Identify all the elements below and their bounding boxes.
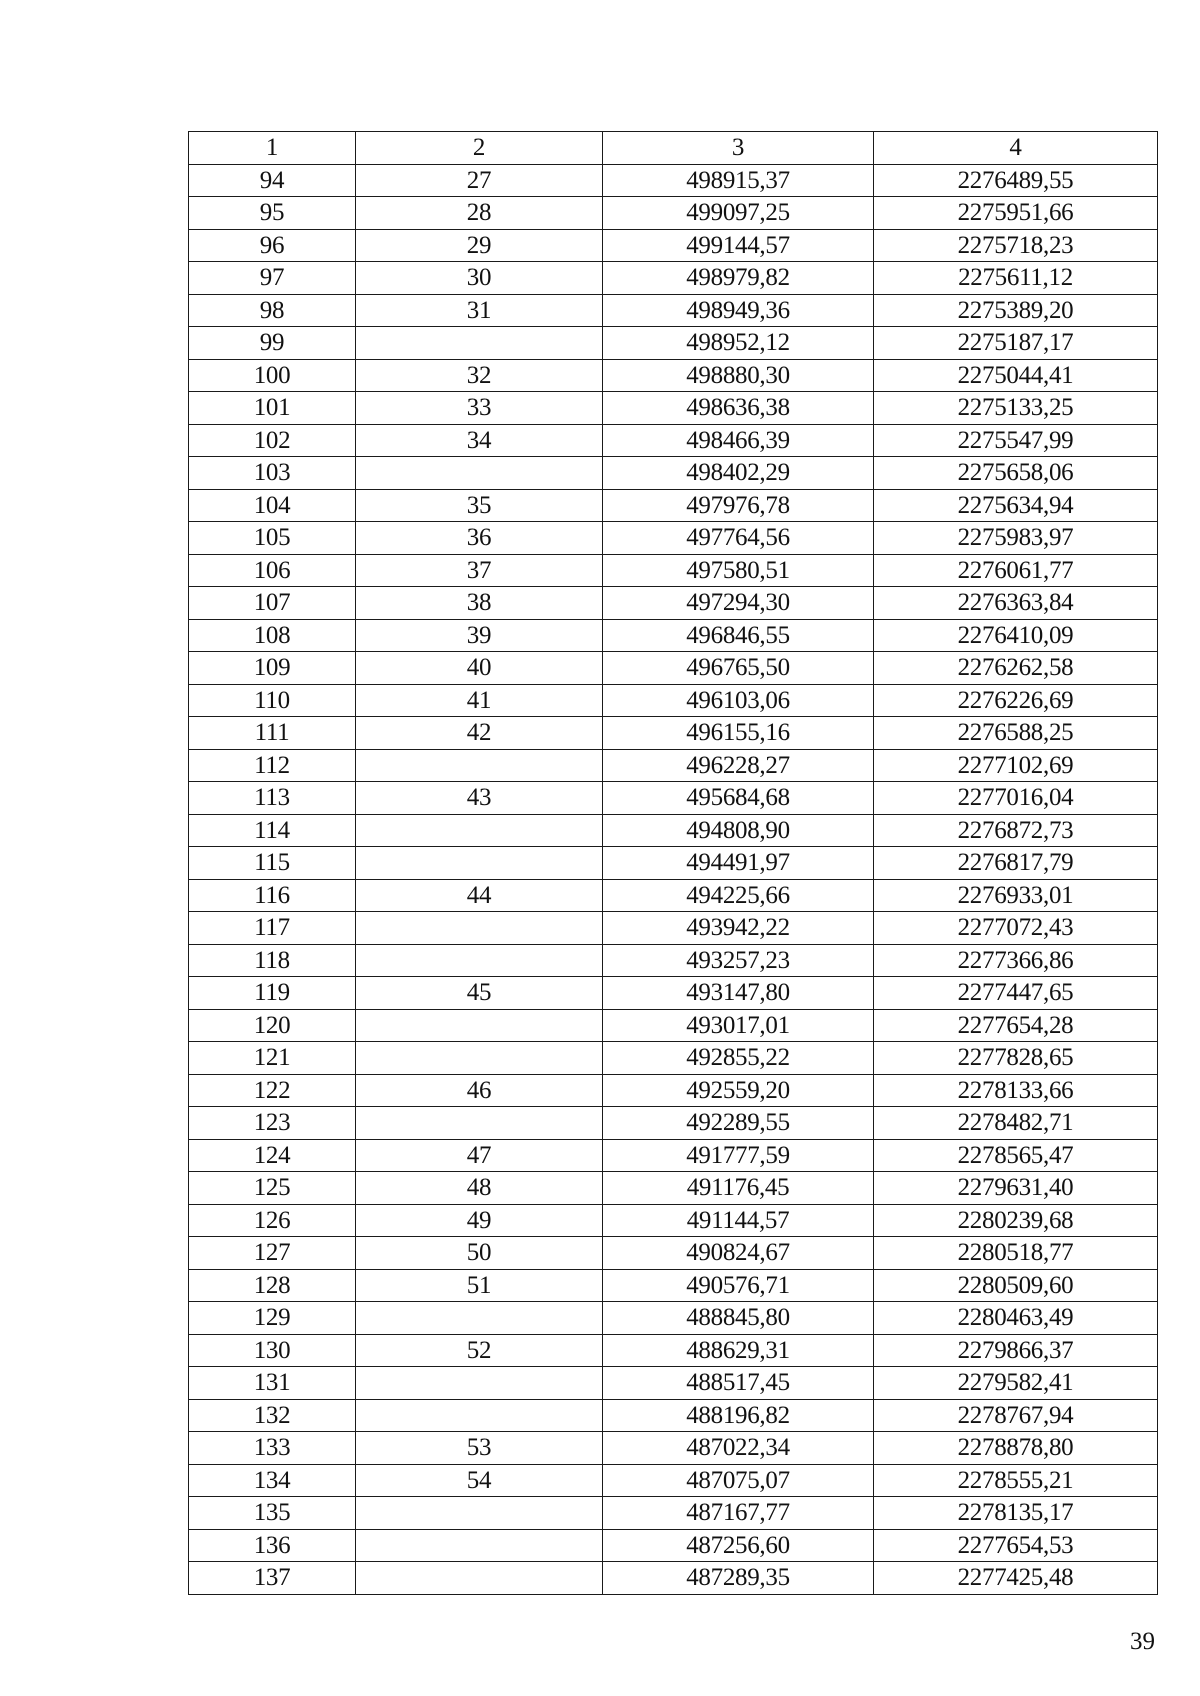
x-coordinate-cell: 499097,25	[603, 197, 874, 230]
point-number-cell: 134	[189, 1464, 356, 1497]
table-row	[189, 424, 1158, 457]
y-coordinate-cell: 2280518,77	[874, 1237, 1158, 1270]
point-number-cell: 111	[189, 717, 356, 750]
y-coordinate-cell: 2275718,23	[874, 229, 1158, 262]
point-number-cell: 121	[189, 1042, 356, 1075]
boundary-point-cell: 34	[356, 424, 603, 457]
boundary-point-cell: 28	[356, 197, 603, 230]
y-coordinate-cell: 2275983,97	[874, 522, 1158, 555]
table-body	[189, 164, 1158, 1594]
boundary-point-cell: 43	[356, 782, 603, 815]
point-number-cell: 105	[189, 522, 356, 555]
table-row	[189, 164, 1158, 197]
point-number-cell: 119	[189, 977, 356, 1010]
x-coordinate-cell: 498979,82	[603, 262, 874, 295]
point-number-cell: 101	[189, 392, 356, 425]
y-coordinate-cell: 2276410,09	[874, 619, 1158, 652]
table-row	[189, 944, 1158, 977]
x-coordinate-cell: 488196,82	[603, 1399, 874, 1432]
table-row	[189, 197, 1158, 230]
boundary-point-cell: 52	[356, 1334, 603, 1367]
table-row	[189, 684, 1158, 717]
column-header: 1	[189, 132, 356, 165]
x-coordinate-cell: 493257,23	[603, 944, 874, 977]
y-coordinate-cell: 2276226,69	[874, 684, 1158, 717]
x-coordinate-cell: 496155,16	[603, 717, 874, 750]
table-row	[189, 1334, 1158, 1367]
point-number-cell: 132	[189, 1399, 356, 1432]
boundary-point-cell	[356, 1042, 603, 1075]
table-row	[189, 717, 1158, 750]
x-coordinate-cell: 498952,12	[603, 327, 874, 360]
table-row	[189, 1399, 1158, 1432]
y-coordinate-cell: 2279582,41	[874, 1367, 1158, 1400]
y-coordinate-cell: 2278482,71	[874, 1107, 1158, 1140]
table-row	[189, 1139, 1158, 1172]
table-row	[189, 554, 1158, 587]
y-coordinate-cell: 2279866,37	[874, 1334, 1158, 1367]
boundary-point-cell	[356, 814, 603, 847]
boundary-point-cell	[356, 1497, 603, 1530]
point-number-cell: 125	[189, 1172, 356, 1205]
y-coordinate-cell: 2275547,99	[874, 424, 1158, 457]
x-coordinate-cell: 490576,71	[603, 1269, 874, 1302]
table-row	[189, 1107, 1158, 1140]
point-number-cell: 95	[189, 197, 356, 230]
y-coordinate-cell: 2280509,60	[874, 1269, 1158, 1302]
x-coordinate-cell: 488845,80	[603, 1302, 874, 1335]
boundary-point-cell: 47	[356, 1139, 603, 1172]
boundary-point-cell	[356, 847, 603, 880]
boundary-point-cell: 48	[356, 1172, 603, 1205]
table-row	[189, 327, 1158, 360]
y-coordinate-cell: 2278555,21	[874, 1464, 1158, 1497]
boundary-point-cell: 27	[356, 164, 603, 197]
y-coordinate-cell: 2275611,12	[874, 262, 1158, 295]
boundary-point-cell: 41	[356, 684, 603, 717]
x-coordinate-cell: 487167,77	[603, 1497, 874, 1530]
x-coordinate-cell: 491777,59	[603, 1139, 874, 1172]
point-number-cell: 100	[189, 359, 356, 392]
y-coordinate-cell: 2279631,40	[874, 1172, 1158, 1205]
x-coordinate-cell: 498949,36	[603, 294, 874, 327]
y-coordinate-cell: 2277654,28	[874, 1009, 1158, 1042]
y-coordinate-cell: 2276933,01	[874, 879, 1158, 912]
table-row	[189, 262, 1158, 295]
point-number-cell: 130	[189, 1334, 356, 1367]
boundary-point-cell: 37	[356, 554, 603, 587]
x-coordinate-cell: 494225,66	[603, 879, 874, 912]
x-coordinate-cell: 498636,38	[603, 392, 874, 425]
point-number-cell: 127	[189, 1237, 356, 1270]
y-coordinate-cell: 2275133,25	[874, 392, 1158, 425]
y-coordinate-cell: 2277425,48	[874, 1562, 1158, 1595]
x-coordinate-cell: 498915,37	[603, 164, 874, 197]
point-number-cell: 107	[189, 587, 356, 620]
table-row	[189, 1269, 1158, 1302]
x-coordinate-cell: 497764,56	[603, 522, 874, 555]
point-number-cell: 114	[189, 814, 356, 847]
table-row	[189, 619, 1158, 652]
boundary-point-cell: 50	[356, 1237, 603, 1270]
table-row	[189, 587, 1158, 620]
boundary-point-cell: 46	[356, 1074, 603, 1107]
x-coordinate-cell: 494808,90	[603, 814, 874, 847]
y-coordinate-cell: 2276363,84	[874, 587, 1158, 620]
x-coordinate-cell: 488517,45	[603, 1367, 874, 1400]
point-number-cell: 96	[189, 229, 356, 262]
point-number-cell: 115	[189, 847, 356, 880]
y-coordinate-cell: 2275951,66	[874, 197, 1158, 230]
table-row	[189, 294, 1158, 327]
boundary-point-cell: 31	[356, 294, 603, 327]
y-coordinate-cell: 2276489,55	[874, 164, 1158, 197]
y-coordinate-cell: 2277447,65	[874, 977, 1158, 1010]
boundary-point-cell	[356, 1009, 603, 1042]
point-number-cell: 128	[189, 1269, 356, 1302]
table-row	[189, 977, 1158, 1010]
point-number-cell: 98	[189, 294, 356, 327]
page-number: 39	[1130, 1628, 1155, 1655]
x-coordinate-cell: 496228,27	[603, 749, 874, 782]
y-coordinate-cell: 2277072,43	[874, 912, 1158, 945]
point-number-cell: 113	[189, 782, 356, 815]
y-coordinate-cell: 2275658,06	[874, 457, 1158, 490]
boundary-point-cell	[356, 944, 603, 977]
y-coordinate-cell: 2275389,20	[874, 294, 1158, 327]
table-row	[189, 749, 1158, 782]
boundary-point-cell	[356, 1529, 603, 1562]
table-row	[189, 489, 1158, 522]
boundary-point-cell	[356, 1399, 603, 1432]
point-number-cell: 97	[189, 262, 356, 295]
x-coordinate-cell: 492855,22	[603, 1042, 874, 1075]
x-coordinate-cell: 499144,57	[603, 229, 874, 262]
table-row	[189, 782, 1158, 815]
boundary-point-cell: 30	[356, 262, 603, 295]
y-coordinate-cell: 2278135,17	[874, 1497, 1158, 1530]
boundary-point-cell	[356, 749, 603, 782]
x-coordinate-cell: 494491,97	[603, 847, 874, 880]
column-header: 3	[603, 132, 874, 165]
boundary-point-cell: 38	[356, 587, 603, 620]
x-coordinate-cell: 487256,60	[603, 1529, 874, 1562]
table-row	[189, 652, 1158, 685]
x-coordinate-cell: 487289,35	[603, 1562, 874, 1595]
point-number-cell: 133	[189, 1432, 356, 1465]
table-row	[189, 229, 1158, 262]
y-coordinate-cell: 2280239,68	[874, 1204, 1158, 1237]
x-coordinate-cell: 487075,07	[603, 1464, 874, 1497]
y-coordinate-cell: 2275634,94	[874, 489, 1158, 522]
y-coordinate-cell: 2277016,04	[874, 782, 1158, 815]
boundary-point-cell: 33	[356, 392, 603, 425]
point-number-cell: 106	[189, 554, 356, 587]
y-coordinate-cell: 2280463,49	[874, 1302, 1158, 1335]
table-row	[189, 879, 1158, 912]
y-coordinate-cell: 2277366,86	[874, 944, 1158, 977]
boundary-point-cell: 54	[356, 1464, 603, 1497]
point-number-cell: 116	[189, 879, 356, 912]
point-number-cell: 136	[189, 1529, 356, 1562]
point-number-cell: 129	[189, 1302, 356, 1335]
point-number-cell: 126	[189, 1204, 356, 1237]
boundary-point-cell: 53	[356, 1432, 603, 1465]
table-row	[189, 1497, 1158, 1530]
boundary-point-cell	[356, 457, 603, 490]
x-coordinate-cell: 497976,78	[603, 489, 874, 522]
boundary-point-cell	[356, 327, 603, 360]
y-coordinate-cell: 2278133,66	[874, 1074, 1158, 1107]
x-coordinate-cell: 498466,39	[603, 424, 874, 457]
table-row	[189, 912, 1158, 945]
x-coordinate-cell: 496765,50	[603, 652, 874, 685]
y-coordinate-cell: 2276061,77	[874, 554, 1158, 587]
point-number-cell: 137	[189, 1562, 356, 1595]
column-header: 4	[874, 132, 1158, 165]
x-coordinate-cell: 493017,01	[603, 1009, 874, 1042]
column-header: 2	[356, 132, 603, 165]
point-number-cell: 102	[189, 424, 356, 457]
boundary-point-cell	[356, 1107, 603, 1140]
x-coordinate-cell: 492289,55	[603, 1107, 874, 1140]
boundary-point-cell: 29	[356, 229, 603, 262]
boundary-point-cell: 36	[356, 522, 603, 555]
y-coordinate-cell: 2275187,17	[874, 327, 1158, 360]
table-row	[189, 1172, 1158, 1205]
table-row	[189, 1562, 1158, 1595]
x-coordinate-cell: 493147,80	[603, 977, 874, 1010]
table-row	[189, 814, 1158, 847]
y-coordinate-cell: 2277102,69	[874, 749, 1158, 782]
boundary-point-cell: 35	[356, 489, 603, 522]
x-coordinate-cell: 488629,31	[603, 1334, 874, 1367]
table-row	[189, 1529, 1158, 1562]
y-coordinate-cell: 2276588,25	[874, 717, 1158, 750]
table-row	[189, 1464, 1158, 1497]
table-row	[189, 1009, 1158, 1042]
x-coordinate-cell: 495684,68	[603, 782, 874, 815]
boundary-point-cell: 49	[356, 1204, 603, 1237]
point-number-cell: 122	[189, 1074, 356, 1107]
boundary-point-cell: 51	[356, 1269, 603, 1302]
y-coordinate-cell: 2276872,73	[874, 814, 1158, 847]
x-coordinate-cell: 493942,22	[603, 912, 874, 945]
x-coordinate-cell: 498880,30	[603, 359, 874, 392]
y-coordinate-cell: 2278767,94	[874, 1399, 1158, 1432]
table-row	[189, 457, 1158, 490]
boundary-point-cell: 42	[356, 717, 603, 750]
point-number-cell: 120	[189, 1009, 356, 1042]
y-coordinate-cell: 2278878,80	[874, 1432, 1158, 1465]
table-row	[189, 1432, 1158, 1465]
boundary-point-cell: 44	[356, 879, 603, 912]
table-row	[189, 847, 1158, 880]
point-number-cell: 117	[189, 912, 356, 945]
point-number-cell: 109	[189, 652, 356, 685]
boundary-point-cell	[356, 1367, 603, 1400]
table-row	[189, 522, 1158, 555]
table-row	[189, 1237, 1158, 1270]
table-row	[189, 359, 1158, 392]
x-coordinate-cell: 491176,45	[603, 1172, 874, 1205]
table-row	[189, 392, 1158, 425]
table-row	[189, 1074, 1158, 1107]
point-number-cell: 104	[189, 489, 356, 522]
table-row	[189, 1367, 1158, 1400]
table-row	[189, 1204, 1158, 1237]
y-coordinate-cell: 2278565,47	[874, 1139, 1158, 1172]
point-number-cell: 94	[189, 164, 356, 197]
boundary-point-cell: 45	[356, 977, 603, 1010]
boundary-point-cell: 32	[356, 359, 603, 392]
table-row	[189, 1302, 1158, 1335]
point-number-cell: 123	[189, 1107, 356, 1140]
y-coordinate-cell: 2277654,53	[874, 1529, 1158, 1562]
x-coordinate-cell: 491144,57	[603, 1204, 874, 1237]
table-row	[189, 1042, 1158, 1075]
point-number-cell: 103	[189, 457, 356, 490]
table-header-row	[189, 132, 1158, 165]
y-coordinate-cell: 2276817,79	[874, 847, 1158, 880]
boundary-point-cell: 39	[356, 619, 603, 652]
point-number-cell: 99	[189, 327, 356, 360]
x-coordinate-cell: 497294,30	[603, 587, 874, 620]
point-number-cell: 124	[189, 1139, 356, 1172]
boundary-point-cell	[356, 1562, 603, 1595]
boundary-point-cell: 40	[356, 652, 603, 685]
y-coordinate-cell: 2275044,41	[874, 359, 1158, 392]
x-coordinate-cell: 497580,51	[603, 554, 874, 587]
x-coordinate-cell: 496103,06	[603, 684, 874, 717]
boundary-point-cell	[356, 1302, 603, 1335]
y-coordinate-cell: 2276262,58	[874, 652, 1158, 685]
point-number-cell: 112	[189, 749, 356, 782]
y-coordinate-cell: 2277828,65	[874, 1042, 1158, 1075]
x-coordinate-cell: 487022,34	[603, 1432, 874, 1465]
x-coordinate-cell: 498402,29	[603, 457, 874, 490]
point-number-cell: 118	[189, 944, 356, 977]
x-coordinate-cell: 492559,20	[603, 1074, 874, 1107]
coordinates-table	[188, 131, 1158, 1595]
point-number-cell: 135	[189, 1497, 356, 1530]
point-number-cell: 108	[189, 619, 356, 652]
boundary-point-cell	[356, 912, 603, 945]
point-number-cell: 131	[189, 1367, 356, 1400]
x-coordinate-cell: 490824,67	[603, 1237, 874, 1270]
x-coordinate-cell: 496846,55	[603, 619, 874, 652]
point-number-cell: 110	[189, 684, 356, 717]
